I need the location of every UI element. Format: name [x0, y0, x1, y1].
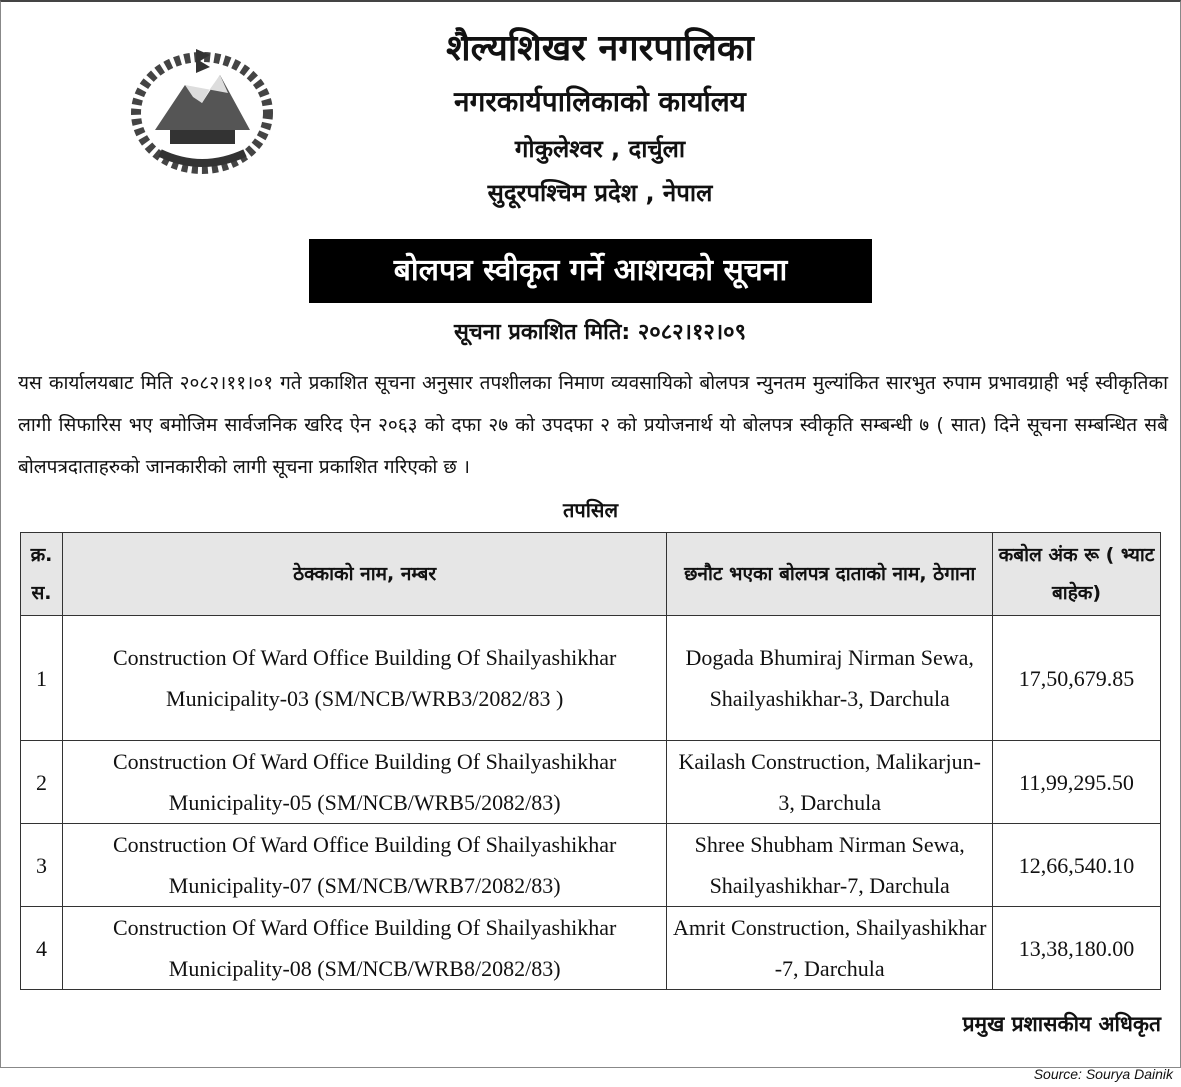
- bid-table: [20, 532, 1161, 990]
- table-row: [21, 824, 1161, 907]
- serial: 1: [21, 616, 63, 741]
- serial: 3: [21, 824, 63, 907]
- amount: 11,99,295.50: [993, 741, 1161, 824]
- nepal-emblem-icon: [130, 45, 275, 175]
- published-date: सूचना प्रकाशित मिति: २०८२।१२।०९: [453, 320, 747, 345]
- source-credit: Source: Sourya Dainik: [1033, 1066, 1173, 1082]
- col-contract: ठेक्काको नाम, नम्बर: [62, 533, 666, 616]
- signatory: प्रमुख प्रशासकीय अधिकृत: [962, 1012, 1161, 1036]
- table-row: [21, 741, 1161, 824]
- col-serial: क्र. स.: [21, 533, 63, 616]
- contract: Construction Of Ward Office Building Of Shailyashikhar Municipality-03 (SM/NCB/WRB3/2082/83 ): [62, 616, 666, 741]
- col-bidder: छनौट भएका बोलपत्र दाताको नाम, ठेगाना: [667, 533, 993, 616]
- bidder: Kailash Construction, Malikarjun-3, Darchula: [667, 741, 993, 824]
- contract: Construction Of Ward Office Building Of Shailyashikhar Municipality-07 (SM/NCB/WRB7/2082/83): [62, 824, 666, 907]
- office-name: नगरकार्यपालिकाको कार्यालय: [454, 85, 746, 118]
- notice-title: बोलपत्र स्वीकृत गर्ने आशयको सूचना: [309, 239, 872, 303]
- notice-body: यस कार्यालयबाट मिति २०८२।११।०१ गते प्रकाशित सूचना अनुसार तपशीलका निमाण व्यवसायिको बोलपत्र न्युनतम मुल्यांकित सारभुत रुपाम प्रभावग्राही भई स्वीकृतिका लागी सिफारिस भए बमोजिम सार्वजनिक खरिद ऐन २०६३ को दफा २७ को उपदफा २ को प्रयोजनार्थ यो बोलपत्र स्वीकृति सम्बन्धी ७ ( सात) दिने सूचना सम्बन्धित सबै बोलपत्रदाताहरुको जानकारीको लागी सूचना प्रकाशित गरिएको छ ।: [18, 372, 1168, 478]
- table-header-row: [21, 533, 1161, 616]
- amount: 13,38,180.00: [993, 907, 1161, 990]
- details-label: तपसिल: [562, 498, 619, 522]
- contract: Construction Of Ward Office Building Of Shailyashikhar Municipality-08 (SM/NCB/WRB8/2082/83): [62, 907, 666, 990]
- serial: 4: [21, 907, 63, 990]
- bidder: Shree Shubham Nirman Sewa, Shailyashikhar-7, Darchula: [667, 824, 993, 907]
- contract: Construction Of Ward Office Building Of Shailyashikhar Municipality-05 (SM/NCB/WRB5/2082/83): [62, 741, 666, 824]
- municipality-name: शैल्यशिखर नगरपालिका: [446, 28, 754, 69]
- serial: 2: [21, 741, 63, 824]
- office-location: गोकुलेश्वर , दार्चुला: [514, 135, 686, 163]
- table-row: [21, 907, 1161, 990]
- bidder: Amrit Construction, Shailyashikhar -7, Darchula: [667, 907, 993, 990]
- province: सुदूरपश्चिम प्रदेश , नेपाल: [487, 179, 713, 207]
- bidder: Dogada Bhumiraj Nirman Sewa, Shailyashikhar-3, Darchula: [667, 616, 993, 741]
- col-amount: कबोल अंक रू ( भ्याट बाहेक): [993, 533, 1161, 616]
- amount: 17,50,679.85: [993, 616, 1161, 741]
- amount: 12,66,540.10: [993, 824, 1161, 907]
- table-row: [21, 616, 1161, 741]
